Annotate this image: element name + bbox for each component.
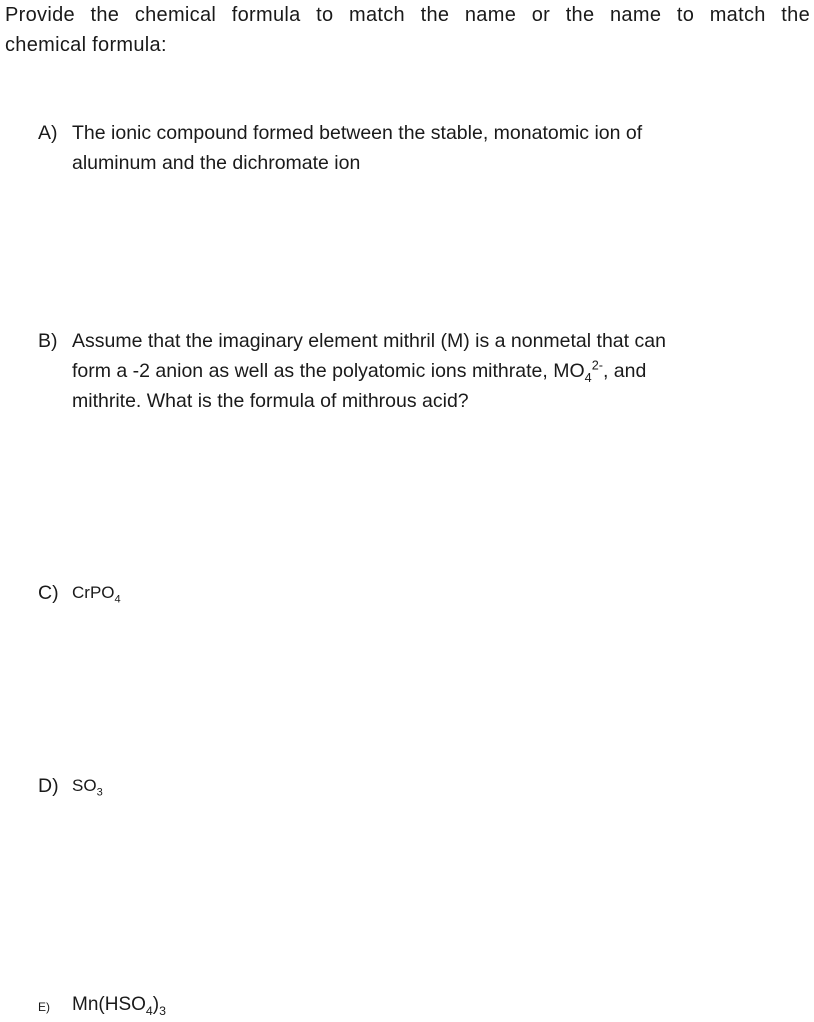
instructions-line-2: chemical formula:	[5, 34, 167, 56]
question-e-formula-main: Mn(HSO	[72, 994, 146, 1015]
question-d-formula	[72, 771, 778, 801]
question-b-line-2-suffix: , and	[602, 360, 647, 382]
mithrate-charge: 2-	[591, 358, 603, 373]
question-b	[38, 326, 778, 416]
question-e-formula-close: )	[152, 994, 160, 1015]
question-e-formula	[72, 990, 778, 1020]
instructions-line-1: Provide the chemical formula to match the name or the name to match the	[5, 4, 810, 26]
question-e-formula-sub2: 3	[159, 1003, 166, 1018]
question-a	[38, 118, 778, 178]
question-b-line-3: mithrite. What is the formula of mithrous acid?	[72, 390, 469, 412]
question-b-line-1: Assume that the imaginary element mithril (M) is a nonmetal that can	[72, 330, 666, 352]
question-b-label: B)	[38, 330, 58, 352]
question-d	[38, 771, 778, 801]
mithrate-subscript: 4	[584, 370, 592, 385]
question-b-line-2	[72, 356, 778, 386]
question-c-formula	[72, 578, 778, 608]
question-a-line-2: aluminum and the dichromate ion	[72, 152, 361, 174]
instructions	[5, 0, 810, 60]
question-d-label: D)	[38, 775, 59, 797]
question-e-formula-sub: 4	[145, 1003, 153, 1018]
question-b-line-2-prefix: form a -2 anion as well as the polyatomic ions mithrate, MO	[72, 360, 585, 382]
question-e	[38, 990, 778, 1020]
question-a-text	[72, 118, 778, 178]
question-c-label: C)	[38, 582, 59, 604]
question-c	[38, 578, 778, 608]
question-b-text	[72, 326, 778, 416]
question-a-line-1: The ionic compound formed between the stable, monatomic ion of	[72, 122, 643, 144]
question-c-formula-sub: 4	[114, 593, 121, 606]
question-a-label: A)	[38, 122, 58, 144]
question-d-formula-sub: 3	[96, 786, 103, 799]
question-d-formula-main: SO	[72, 776, 97, 795]
question-c-formula-main: CrPO	[72, 583, 115, 602]
question-e-label: E)	[38, 1000, 50, 1014]
